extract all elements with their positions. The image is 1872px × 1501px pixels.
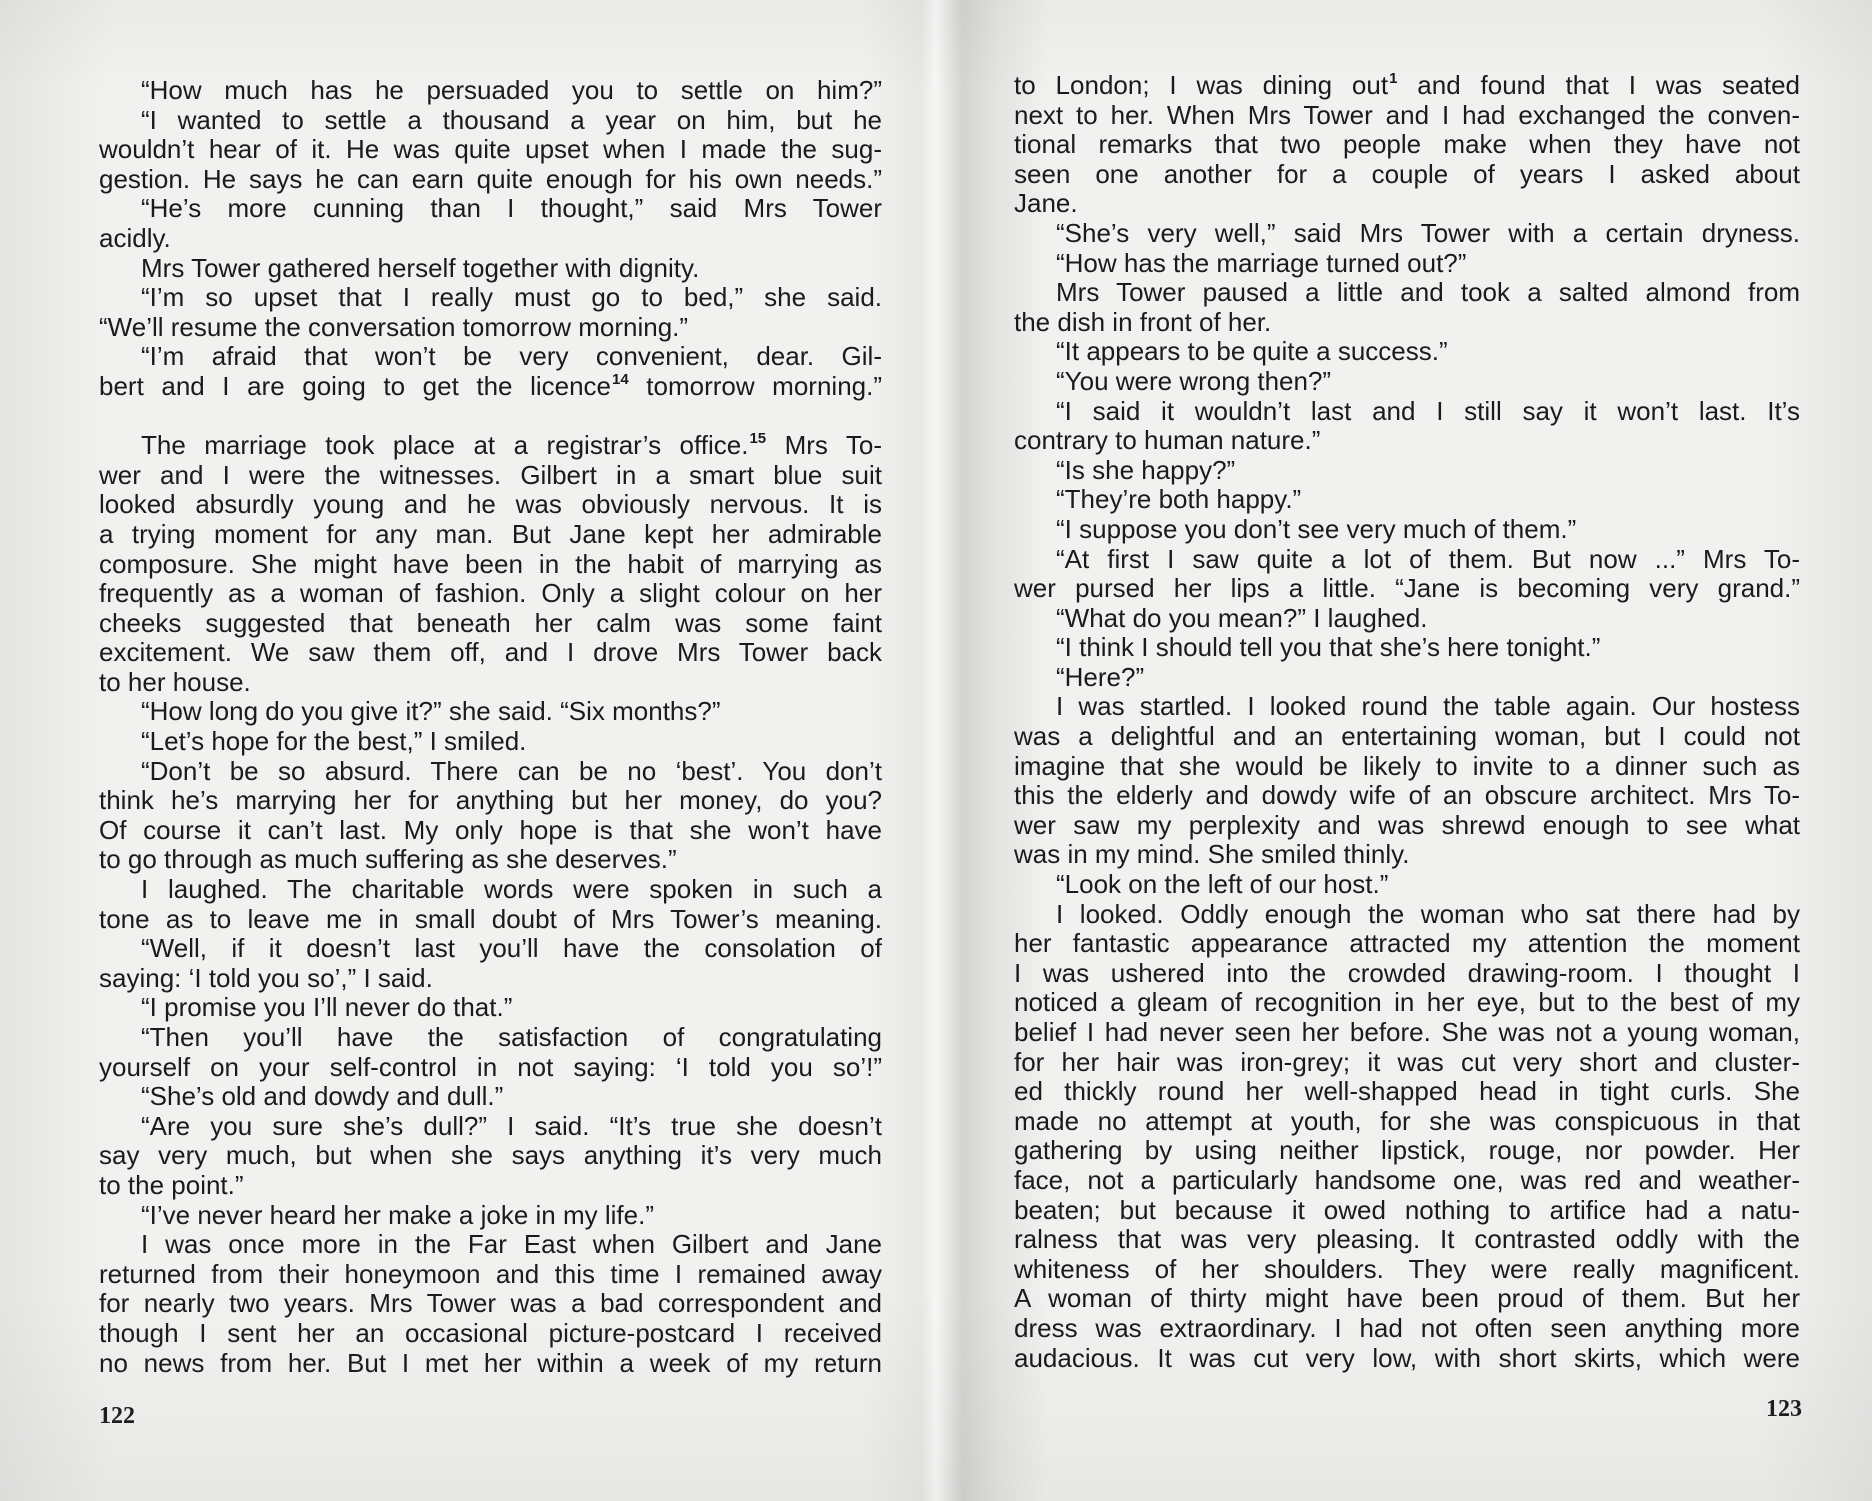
text-line: “I think I should tell you that she’s here tonight.”	[1056, 632, 1601, 663]
text-line: A woman of thirty might have been proud of them. But her	[1014, 1283, 1800, 1314]
text-line: her fantastic appearance attracted my attention the moment	[1014, 928, 1800, 959]
footnote-marker: 14	[612, 370, 629, 388]
text-line: seen one another for a couple of years I asked about	[1014, 158, 1800, 189]
text-line: “I’m afraid that won’t be very convenient, dear. Gil-	[141, 341, 882, 372]
line-text: and found that I was seated	[1397, 70, 1801, 100]
text-line: “We’ll resume the conversation tomorrow morning.”	[99, 311, 689, 342]
text-line: audacious. It was cut very low, with short skirts, which were	[1014, 1342, 1800, 1373]
text-line	[99, 372, 882, 402]
page-number-left: 122	[99, 1403, 135, 1429]
text-line: “Look on the left of our host.”	[1056, 869, 1389, 900]
text-line: to the point.”	[99, 1169, 244, 1200]
text-line: cheeks suggested that beneath her calm was some faint	[99, 607, 882, 638]
text-line: face, not a particularly handsome one, was red and weather-	[1014, 1164, 1800, 1195]
text-line: “I promise you I’ll never do that.”	[141, 992, 513, 1023]
text-line: “I said it wouldn’t last and I still say it won’t last. It’s	[1056, 395, 1800, 426]
text-line: “Then you’ll have the satisfaction of congratulating	[141, 1022, 882, 1052]
left-page	[99, 76, 882, 1378]
text-line: for nearly two years. Mrs Tower was a bad correspondent and	[99, 1288, 882, 1319]
text-line: “What do you mean?” I laughed.	[1056, 602, 1428, 633]
text-line: tional remarks that two people make when they have not	[1014, 129, 1800, 160]
text-line: “I’ve never heard her make a joke in my life.”	[141, 1199, 654, 1230]
text-line: say very much, but when she says anything it’s very much	[99, 1140, 882, 1171]
text-line: frequently as a woman of fashion. Only a slight colour on her	[99, 578, 882, 609]
text-line: ed thickly round her well-shapped head in tight curls. She	[1014, 1076, 1800, 1107]
text-line: composure. She might have been in the habit of marrying as	[99, 548, 882, 579]
text-line: to her house.	[99, 666, 251, 697]
text-line: I was ushered into the crowded drawing-room. I thought I	[1014, 957, 1800, 988]
text-line: “I suppose you don’t see very much of them.”	[1056, 513, 1577, 544]
text-line: wouldn’t hear of it. He was quite upset when I made the sug-	[99, 134, 882, 165]
text-line: dress was extraordinary. I had not often seen anything more	[1014, 1312, 1800, 1343]
text-line: “She’s very well,” said Mrs Tower with a certain dryness.	[1056, 217, 1800, 248]
text-line: wer and I were the witnesses. Gilbert in a smart blue suit	[99, 459, 882, 490]
text-line: “It appears to be quite a success.”	[1056, 336, 1448, 367]
text-line: the dish in front of her.	[1014, 306, 1272, 337]
text-line: ralness that was very pleasing. It contrasted oddly with the	[1014, 1224, 1800, 1255]
text-line	[99, 431, 882, 461]
text-line: though I sent her an occasional picture-postcard I received	[99, 1317, 882, 1348]
line-text: tomorrow morning.”	[628, 370, 882, 401]
text-line: whiteness of her shoulders. They were really magnificent.	[1014, 1253, 1800, 1284]
text-line: “At first I saw quite a lot of them. But now ...” Mrs To-	[1056, 543, 1800, 574]
text-line: “Don’t be so absurd. There can be no ‘best’. You don’t	[141, 755, 882, 786]
text-line: noticed a gleam of recognition in her eye, but to the best of my	[1014, 987, 1800, 1018]
text-line: “Is she happy?”	[1056, 454, 1236, 485]
text-line: “How much has he persuaded you to settle on him?”	[141, 75, 882, 105]
text-line: I looked. Oddly enough the woman who sat there had by	[1056, 898, 1800, 929]
text-line: “Let’s hope for the best,” I smiled.	[141, 726, 527, 757]
text-line: no news from her. But I met her within a week of my return	[99, 1347, 882, 1378]
text-line: I was once more in the Far East when Gilbert and Jane	[141, 1229, 882, 1260]
footnote-marker: 1	[1389, 70, 1398, 87]
right-page	[1014, 71, 1800, 1373]
text-line: tone as to leave me in small doubt of Mrs Tower’s meaning.	[99, 903, 882, 934]
text-line: I was startled. I looked round the table again. Our hostess	[1056, 691, 1800, 722]
text-line: “Are you sure she’s dull?” I said. “It’s true she doesn’t	[141, 1110, 882, 1141]
text-line: “He’s more cunning than I thought,” said Mrs Tower	[141, 193, 882, 224]
text-line: contrary to human nature.”	[1014, 425, 1321, 456]
text-line: for her hair was iron-grey; it was cut very short and cluster-	[1014, 1046, 1800, 1077]
text-line: looked absurdly young and he was obviously nervous. It is	[99, 489, 882, 520]
text-line: was in my mind. She smiled thinly.	[1014, 839, 1410, 870]
text-line: gathering by using neither lipstick, rouge, nor powder. Her	[1014, 1135, 1800, 1166]
text-line: returned from their honeymoon and this time I remained away	[99, 1258, 882, 1289]
text-line: yourself on your self-control in not saying: ‘I told you so’!”	[99, 1051, 882, 1082]
text-line: beaten; but because it owed nothing to artifice had a natu-	[1014, 1194, 1800, 1225]
text-line: “I wanted to settle a thousand a year on him, but he	[141, 104, 882, 135]
text-line: to go through as much suffering as she deserves.”	[99, 844, 677, 875]
text-line: “How long do you give it?” she said. “Six months?”	[141, 696, 721, 727]
text-line: wer saw my perplexity and was shrewd enough to see what	[1014, 809, 1800, 840]
text-line: was a delightful and an entertaining woman, but I could not	[1014, 721, 1800, 752]
text-line: “I’m so upset that I really must go to bed,” she said.	[141, 282, 882, 313]
text-line: Mrs Tower gathered herself together with dignity.	[141, 252, 700, 283]
text-line: acidly.	[99, 222, 171, 253]
text-line: I laughed. The charitable words were spoken in such a	[141, 874, 882, 905]
footnote-marker: 15	[749, 430, 767, 448]
line-text: to London; I was dining out	[1014, 70, 1389, 100]
text-line: “Well, if it doesn’t last you’ll have the consolation of	[141, 933, 882, 964]
text-line: think he’s marrying her for anything but her money, do you?	[99, 785, 882, 816]
text-line: gestion. He says he can earn quite enough for his own needs.”	[99, 163, 882, 194]
text-line: excitement. We saw them off, and I drove Mrs Tower back	[99, 637, 882, 668]
text-line: “How has the marriage turned out?”	[1056, 247, 1467, 278]
text-line: “You were wrong then?”	[1056, 365, 1332, 396]
line-text: The marriage took place at a registrar’s office.	[141, 430, 749, 461]
text-line: Of course it can’t last. My only hope is that she won’t have	[99, 814, 882, 845]
text-line: saying: ‘I told you so’,” I said.	[99, 962, 433, 993]
text-line: Mrs Tower paused a little and took a salted almond from	[1056, 277, 1800, 308]
line-text: bert and I are going to get the licence	[99, 370, 612, 401]
text-line: this the elderly and dowdy wife of an obscure architect. Mrs To-	[1014, 780, 1800, 811]
text-line: “They’re both happy.”	[1056, 484, 1302, 515]
text-line: wer pursed her lips a little. “Jane is becoming very grand.”	[1014, 573, 1800, 604]
text-line: imagine that she would be likely to invite to a dinner such as	[1014, 750, 1800, 781]
line-text: Mrs To-	[766, 430, 882, 461]
text-line	[1014, 71, 1800, 101]
text-line: made no attempt at youth, for she was conspicuous in that	[1014, 1105, 1800, 1136]
paragraph-gap	[99, 402, 882, 432]
text-line: “Here?”	[1056, 661, 1145, 692]
text-line: belief I had never seen her before. She was not a young woman,	[1014, 1017, 1800, 1047]
text-line: “She’s old and dowdy and dull.”	[141, 1081, 504, 1112]
text-line: a trying moment for any man. But Jane kept her admirable	[99, 518, 882, 549]
text-line: next to her. When Mrs Tower and I had exchanged the conven-	[1014, 99, 1800, 130]
page-number-right: 123	[1766, 1396, 1802, 1422]
text-line: Jane.	[1014, 188, 1078, 219]
